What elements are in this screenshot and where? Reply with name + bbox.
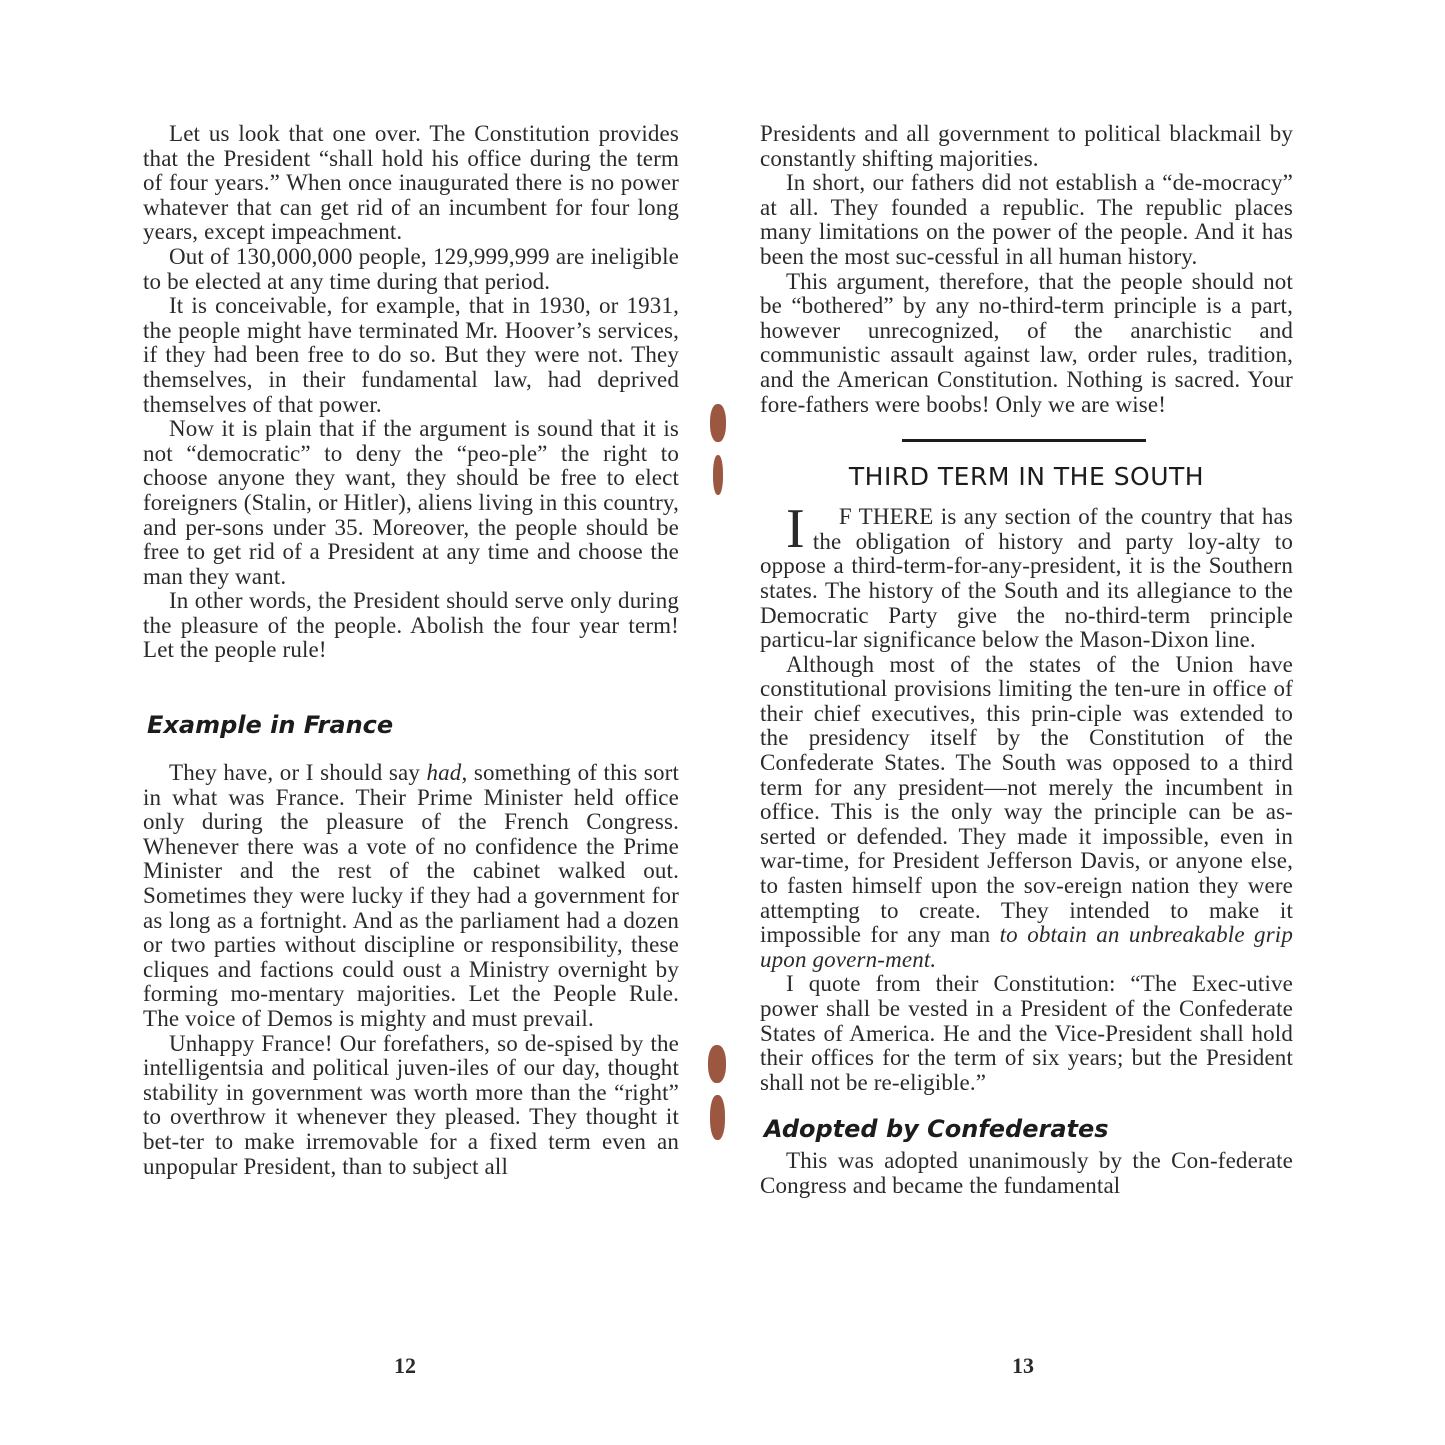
staple-stain-top-a xyxy=(710,404,726,442)
text-run: is any section of the country that has the obligation of history and party loy-alty to oppose a third-term-for-any-president, it is the Southern states. The history of the South and its allegiance to the Democratic Party give the no-third-term principle particu-lar significance below the Mason-Dixon line. xyxy=(760,504,1293,653)
text-run: something of this sort in what was France. Their Prime Minister held office only during the pleasure of the French Congress. Whenever there was a vote of no confidence the Prime Minister and the rest of the cabinet walked out. Sometimes they were lucky if they had a government for as long as a fortnight. And as the parliament had a dozen or two parties without discipline or responsibility, these cliques and factions could oust a Ministry overnight by forming mo-mentary majorities. Let the People Rule. The voice of Demos is mighty and must prevail. xyxy=(143,760,679,1031)
right-page xyxy=(760,122,1293,1199)
section-divider xyxy=(902,439,1146,442)
italic-text: had, xyxy=(426,760,468,786)
lead-caps: F THERE xyxy=(838,504,934,530)
paragraph: It is conceivable, for example, that in 1930, or 1931, the people might have terminated Mr. Hoover’s services, if they had been free to do so. But they were not. They themselves, in their fundamental law, had deprived themselves of that power. xyxy=(143,293,679,417)
paragraph: This argument, therefore, that the people should not be “bothered” by any no-third-term principle is a part, however unrecognized, of the anarchistic and communistic assault against law, order rules, tradition, and the American Constitution. Nothing is sacred. Your fore-fathers were boobs! Only we are wise! xyxy=(760,268,1293,417)
paragraph-although xyxy=(760,653,1293,973)
paragraph: Out of 130,000,000 people, 129,999,999 are ineligible to be elected at any time during that period. xyxy=(143,243,679,294)
staple-stain-top-b xyxy=(713,455,723,495)
page-number-right: 13 xyxy=(1012,1353,1034,1378)
paragraph: In other words, the President should serve only during the pleasure of the people. Abolish the four year term! Let the people rule! xyxy=(143,588,679,663)
paragraph-quote: I quote from their Constitution: “The Exec-utive power shall be vested in a President of the Confederate States of America. He and the Vice-President shall hold their offices for the term of six years; but the President shall not be re-eligible.” xyxy=(760,971,1293,1095)
staple-stain-bottom-a xyxy=(708,1045,726,1083)
subheading-example-in-france: Example in France xyxy=(147,711,394,740)
paragraph-continuation: Presidents and all government to political blackmail by constantly shifting majorities. xyxy=(760,121,1293,171)
paragraph: This was adopted unanimously by the Con-federate Congress and became the fundamental xyxy=(760,1148,1293,1198)
text-run: Although most of the states of the Union have constitutional provisions limiting the ten-ure in office of their chief executives, this prin-ciple was extended to the presidency itself by the Constitution of the Confederate States. The South was opposed to a third term for any president—not merely the incumbent in office. This is the only way the principle can be as-serted or defended. They made it impossible, even in war-time, for President Jefferson Davis, or anyone else, to fasten himself upon the sov-ereign nation they were attempting to create. They intended to make it impossible for any man xyxy=(760,651,1293,948)
left-page xyxy=(143,122,679,1179)
paragraph-france xyxy=(143,761,679,1032)
paragraph: Unhappy France! Our forefathers, so de-spised by the intelligentsia and political juven-iles of our day, thought stability in government was worth more than the “right” to overthrow it whenever they pleased. They thought it bet-ter to make irremovable for a fixed term even an unpopular President, than to subject all xyxy=(143,1030,679,1179)
paragraph: In short, our fathers did not establish a “de-mocracy” at all. They founded a republic. The republic places many limitations on the power of the people. And it has been the most suc-cessful in all human history. xyxy=(760,170,1293,269)
drop-cap: I xyxy=(786,498,805,561)
page-number-left: 12 xyxy=(394,1353,416,1378)
section-title: THIRD TERM IN THE SOUTH xyxy=(848,462,1205,492)
paragraph-lead xyxy=(760,498,1293,653)
text-run: They have, or I should say xyxy=(169,760,427,786)
paragraph: Let us look that one over. The Constitution provides that the President “shall hold his office during the term of four years.” When once inaugurated there is no power whatever that can get rid of an incumbent for four long years, except impeachment. xyxy=(143,121,679,245)
subheading-adopted-by-confederates: Adopted by Confederates xyxy=(764,1115,1109,1144)
italic-text: to obtain an unbreakable grip upon govern-ment. xyxy=(760,922,1293,972)
paragraph: Now it is plain that if the argument is sound that it is not “democratic” to deny the “peo-ple” the right to choose anyone they want, they should be free to elect foreigners (Stalin, or Hitler), aliens living in this country, and per-sons under 35. Moreover, the people should be free to get rid of a President at any time and choose the man they want. xyxy=(143,416,679,589)
staple-stain-bottom-b xyxy=(710,1095,725,1140)
